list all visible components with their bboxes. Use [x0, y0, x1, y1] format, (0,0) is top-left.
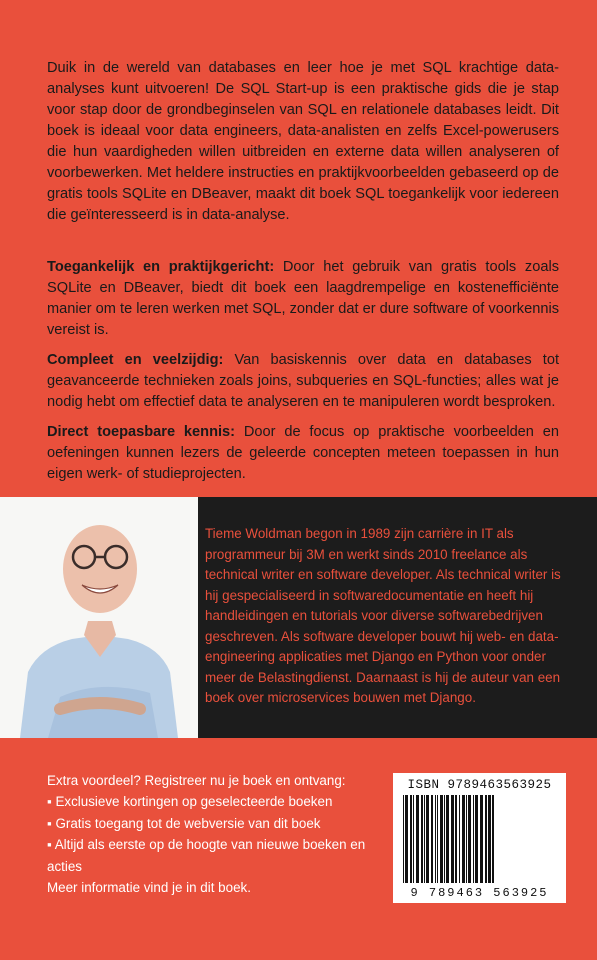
isbn-label: ISBN 9789463563925 [407, 778, 552, 792]
author-photo [0, 497, 198, 738]
isbn-digits: 9 789463 563925 [410, 886, 549, 900]
barcode-bars [401, 795, 558, 885]
feature-complete [47, 350, 559, 413]
feature-title: Compleet en veelzijdig: [47, 352, 224, 368]
book-description: Duik in de wereld van databases en leer hoe je met SQL krachtige data-analyses kunt uitvoeren! De SQL Start-up is een praktische gids die je stap voor stap door de grondbeginselen van SQL en relationele databases leidt. Dit boek is ideaal voor data engineers, data-analisten en zelfs Excel-powerusers die hun vaardigheden willen uitbreiden en externe data willen analyseren of voorbewerken. Met heldere instructies en praktijkvoorbeelden gebaseerd op de gratis tools SQLite en DBeaver, maakt dit boek SQL toegankelijk voor iedereen die geïnteresseerd is in data-analyse. [47, 60, 559, 223]
registration-footer: Meer informatie vind je in dit boek. [47, 880, 251, 896]
feature-text: Door het gebruik van gratis tools zoals SQLite en DBeaver, biedt dit boek een laagdrempelige en kostenefficiënte manier om te leren werken met SQL, zonder dat er dure software of voorkennis vereist is. [47, 259, 559, 338]
registration-info [47, 770, 387, 898]
registration-bullet: ▪ Gratis toegang tot de webversie van dit boek [47, 813, 387, 834]
feature-list [47, 257, 559, 494]
feature-title: Toegankelijk en praktijkgericht: [47, 259, 275, 275]
author-section [0, 497, 597, 738]
registration-bullet: ▪ Altijd als eerste op de hoogte van nieuwe boeken en acties [47, 834, 387, 877]
registration-bullet: ▪ Exclusieve kortingen op geselecteerde boeken [47, 791, 387, 812]
feature-title: Direct toepasbare kennis: [47, 424, 236, 440]
author-bio: Tieme Woldman begon in 1989 zijn carrière in IT als programmeur bij 3M en werkt sinds 2010 freelance als technical writer en software developer. Als technical writer is hij gespecialiseerd in softwaredocumentatie en heeft hij handleidingen en tutorials voor diverse softwarebedrijven geschreven. Als software developer bouwt hij web- en data-engineering applicaties met Django en Python voor onder meer de Belastingdienst. Daarnaast is hij de auteur van een boek over microservices bouwen met Django. [205, 526, 561, 705]
feature-text: Van basiskennis over data en databases tot geavanceerde technieken zoals joins, subqueries en SQL-functies; alles wat je nodig hebt om effectief data te analyseren en te manipuleren wordt besproken. [47, 352, 559, 410]
isbn-barcode [393, 773, 566, 903]
feature-applicable [47, 422, 559, 485]
registration-heading: Extra voordeel? Registreer nu je boek en ontvang: [47, 773, 346, 788]
feature-text: Door de focus op praktische voorbeelden en oefeningen kunnen lezers de geleerde concepten meteen toepassen in hun eigen werk- of studieprojecten. [47, 424, 559, 482]
author-portrait-illustration [0, 497, 198, 738]
feature-accessible [47, 257, 559, 341]
